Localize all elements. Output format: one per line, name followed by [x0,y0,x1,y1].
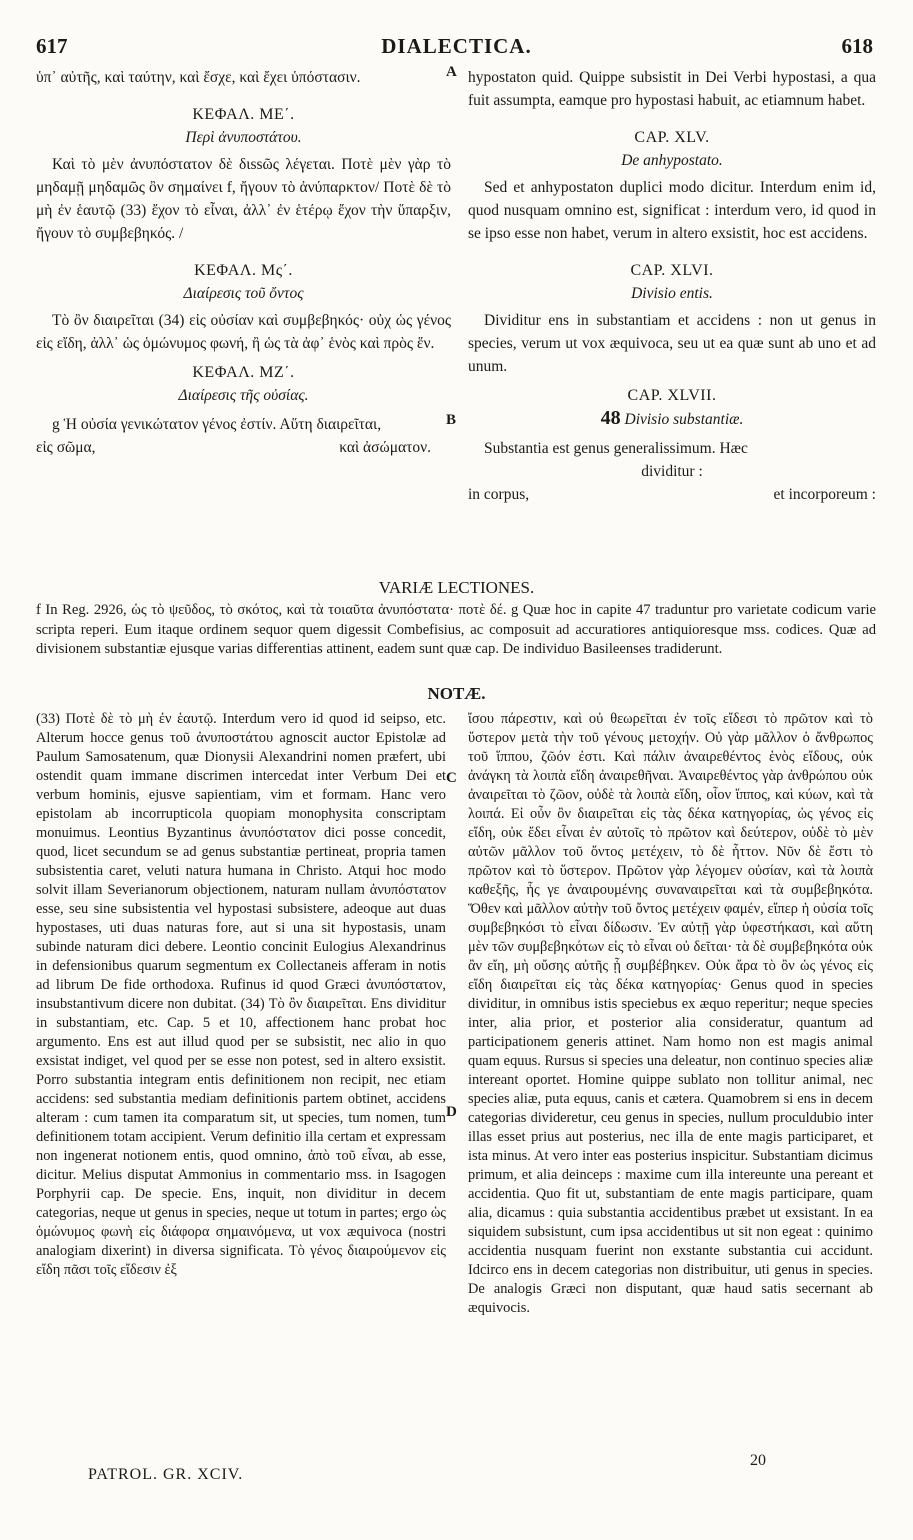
left-column-number: 617 [36,34,68,58]
latin-split-left: in corpus, [468,486,530,503]
right-column-number: 618 [841,34,873,58]
greek-ch45-heading: ΚΕΦΑΛ. ΜΕ΄. [192,106,295,123]
latin-ch47-heading: CAP. XLVII. [627,387,717,404]
latin-ch47-split [468,483,876,506]
greek-ch47-split [36,436,451,459]
margin-letter-a: A [446,64,457,80]
notae-left-column: (33) Ποτὲ δὲ τὸ μὴ ἐν ἑαυτῷ. Interdum vero id quod id seipso, etc. Alterum hocce genus τοῦ ἀνυποστάτου agnoscit auctor Epistolæ ad Paulum Samosatenum, quæ Dionysii Alexandrini nomen præfert, ubi ostendit quam immane discrimen intercedat inter Verbum Dei et verbum hominis, ejusve sapientiam, vim et formam. Hanc vero epistolam ab incorrupticola quopiam monophysita conscriptam monuimus. Leontius Byzantinus ἀνυπόστατον dici posse concedit, quod, licet secundum se ad genus substantiæ pertineat, propria tamen subsistentia caret, veluti natura humana in Christo. Atqui hoc modo solvit illam Severianorum objectionem, naturam nullam ἀνυπόστατον esse, seu sine subsistentia vel hypostasi subsistere, adeoque aut duas hypostases, uti duas naturas fore, aut si una sit hypostasis, unam subinde naturam dici debere. Leontio concinit Eulogius Alexandrinus in defensionibus quarum segmentum ex Collectaneis afferam in notis ad librum De fide orthodoxa. Rufinus id quod Græci ἀνυπόστατον, insubstantivum dicere non dubitat. (34) Τὸ ὂν διαιρεῖται. Ens dividitur in substantiam, etc. Cap. 5 et 10, affectionem hanc probat hoc argumento. Ens est aut illud quod per se subsistit, nec alio in quo exsistat indiget, vel quod per se esse non potest, sed in altero exsistit. Porro substantia integram entis definitionem non recipit, nec etiam accidens: sed substantia mediam definitionis partem obtinet, accidens alteram : cum tamen ita comparatum sit, ut species, tum nomen, tum definitionem totam accipient. Verum definitio illa certam et expressam non ingenerat notionem entis, quod omnino, ἀπὸ τοῦ εἶναι, ab esse, dicitur. Melius disputat Ammonius in commentario mss. in Isagogen Porphyrii cap. De specie. Ens, inquit, non dividitur in decem categorias, neque ut genus in species, neque ut totum in partes; ergo ὡς ὁμώνυμος φωνὴ εἰς διάφορα σημαινόμενα, ut vox æquivoca (nostri analogiam dixerint) in diversa significata. Τὸ γένος διαιρούμενον εἰς εἴδη πᾶσι τοῖς εἴδεσιν ἐξ [36,711,446,1278]
greek-ch47-text: g Ἡ οὐσία γενικώτατον γένος ἐστίν. Αὕτη διαιρεῖται, [52,416,382,433]
latin-ch47-title-line [468,407,876,431]
latin-ch46-text: Dividitur ens in substantiam et accidens : non ut genus in species, verum ut vox æquivoca, seu ut ea quæ sunt ab uno et ad unum. [468,312,876,375]
greek-split-right: καὶ ἀσώματον. [339,439,431,456]
greek-intro: ὑπ᾿ αὐτῆς, καὶ ταύτην, καὶ ἔσχε, καὶ ἔχει ὑπόστασιν. [36,69,361,86]
greek-split-left: εἰς σῶμα, [36,439,96,456]
greek-ch47-heading: ΚΕΦΑΛ. ΜΖ΄. [192,364,295,381]
running-title: DIALECTICA. [381,34,532,58]
latin-column [468,66,876,506]
latin-ch47-title: Divisio substantiæ. [624,411,744,428]
greek-ch46-title: Διαίρεσις τοῦ ὄντος [183,285,304,302]
greek-ch46-heading: ΚΕΦΑΛ. Μς΄. [194,262,293,279]
latin-ch45-text: Sed et anhypostaton duplici modo dicitur. Interdum enim id, quod nusquam omnino est, significat : interdum vero, id quod in se ipso esse non habet, verum in altero exsistit, hoc est accidens. [468,179,876,242]
latin-ch47-text-a: Substantia est genus generalissimum. Hæc [484,440,748,457]
variae-text: f In Reg. 2926, ὡς τὸ ψεῦδος, τὸ σκότος, καὶ τὰ τοιαῦτα ἀνυπόστατα· ποτὲ δέ. g Quæ hoc in capite 47 traduntur pro varietate codicum varie scripta reperi. Eum itaque ordinem sequor quem digessit Combefisius, ac composuit ad accuratiores antiquioresque mss. codices. Quæ ad divisionem substantiæ ejusque varias differentias attinent, eadem sunt quæ cap. De individuo Basileenses tradiderunt. [36,602,876,657]
footer-signature: 20 [750,1452,766,1469]
latin-ch46-title: Divisio entis. [631,285,713,302]
margin-letter-b: B [446,412,457,428]
greek-ch47-title: Διαίρεσις τῆς οὐσίας. [178,387,309,404]
variae-heading: VARIÆ LECTIONES. [378,578,535,597]
greek-ch45-title: Περὶ ἀνυποστάτου. [185,129,302,146]
latin-ch45-heading: CAP. XLV. [634,129,710,146]
latin-ch45-title: De anhypostato. [621,152,723,169]
notae-right-column: ἴσου πάρεστιν, καὶ οὐ θεωρεῖται ἐν τοῖς εἴδεσι τὸ πρῶτον καὶ τὸ ὕστερον μετὰ τὴν τοῦ γένους μετοχήν. Οὐ γὰρ μᾶλλον ὁ ἄνθρωπος τοῦ ἵππου, ζῶόν ἐστι. Καὶ πάλιν ἀναιρεθέντος ἑνὸς εἴδους, οὐκ ἀνάγκη τὰ λοιπὰ εἴδη ἀναιρεθῆναι. Ἀναιρεθέντος γὰρ ἀνθρώπου οὐκ ἀναιρεῖται τὸ ζῶον, οὐδὲ τὰ λοιπὰ εἴδη, οἷον ἵππος, καὶ κύων, καὶ τὰ λοιπά. Εἰ οὖν ὂν διαιρεῖται εἰς τὰς δέκα κατηγορίας, ὡς γένος εἰς εἴδη, οὐκ ἔδει εἶναι ἐν αὐτοῖς τὸ πρῶτον καὶ δεύτερον, οὐδὲ τὸ μὲν αὐτῶν μᾶλλον τοῦ ὄντος μετέχειν, τὸ δὲ ἧττον. Νῦν δὲ ἔστι τὸ πρῶτον καὶ τὸ ὕστερον. Πρῶτον γὰρ λέγομεν οὐσίαν, καὶ τὰ λοιπὰ καθεξῆς, ἧς γε ἀναιρουμένης συναναιρεῖται καὶ τὰ συμβεβηκότα. Ὅθεν καὶ μᾶλλον αὐτὴν τοῦ ὄντος μετέχειν φαμέν, εἴπερ ἡ οὐσία τοῖς συμβεβηκόσι τὸ εἶναι δίδωσιν. Ἐν αὐτῇ γὰρ ὑφεστήκασι, καὶ αὕτη μὲν τῶν συμβεβηκότων εἰς τὸ εἶναι οὐ δεῖται· τὰ δὲ συμβεβηκότα οὐκ ἂν εἴη, μὴ οὔσης αὐτῆς ᾗ συμβέβηκεν. Οὐκ ἄρα τὸ ὂν ὡς γένος εἰς εἴδη διαιρεῖται εἰς τὰς δέκα κατηγορίας· Genus quod in species dividitur, in omnibus istis speciebus ex æquo reperitur; neque species inter, alia prior, et posterior alia consideratur, quantum ad participationem generis attinet. Nam homo non est magis animal quam equus. Rursus si species una deleatur, non continuo species aliæ intereant oportet. Homine quippe sublato non tollitur animal, nec species aliæ, puta equus, canis et cætera. Quamobrem si ens in decem categorias divideretur, ceu genus in species, nullum proculdubio inter illas esset prius aut posterius, nec illa de ente magis participaret, et ista minus. At vero inter eas posterius inspicitur. Substantiam dicimus primum, et alia deinceps : maxime cum illa intereunte una pereant et accidentia. Quo fit ut, substantiam de ente magis participare, quam alia, dicamus : quia substantia accidentibus præbet ut exsistant. In ea siquidem subsistunt, cum ipsa accidentibus ut sit non egeat : quinimo accidentia nusquam fuerint non exstante substantia cui accidunt. Idcirco ens in decem categorias non distribuitur, uti genus in species. De analogis Græci non disputant, quæ haud satis secernant ab æquivocis. [468,711,873,1316]
latin-split-right: et incorporeum : [773,486,876,503]
latin-intro: hypostaton quid. Quippe subsistit in Dei Verbi hypostasi, a qua fuit assumpta, eamque pro hypostasi habuit, ac etiamnum habet. [468,69,876,109]
greek-ch45-text: Καὶ τὸ μὲν ἀνυπόστατον δὲ διssῶς λέγεται. Ποτὲ μὲν γὰρ τὸ μηδαμῇ μηδαμῶς ὂν σημαίνει f, ἤγουν τὸ ἀνύπαρκτον/ Ποτὲ δὲ τὸ μὴ ἐν ἑαυτῷ (33) ἔχον τὸ εἶναι, ἀλλ᾿ ἐν ἑτέρῳ ἔχον τὴν ὕπαρξιν, ἤγουν τὸ συμβεβηκός. / [36,156,451,242]
margin-letter-d: D [446,1104,457,1120]
margin-letter-c: C [446,770,457,786]
notae-heading: NOTÆ. [427,684,486,703]
latin-ch47-number: 48 [600,407,621,429]
footer-series: PATROL. GR. XCIV. [88,1466,244,1483]
latin-ch47-text-b: dividitur : [641,463,703,480]
greek-ch46-text: Τὸ ὂν διαιρεῖται (34) εἰς οὐσίαν καὶ συμβεβηκός· οὐχ ὡς γένος εἰς εἴδη, ἀλλ᾿ ὡς ὁμώνυμος φωνή, ἢ ὡς τὰ ἀφ᾿ ἑνὸς καὶ πρὸς ἕν. [36,312,451,352]
greek-column [36,66,451,459]
latin-ch46-heading: CAP. XLVI. [630,262,714,279]
